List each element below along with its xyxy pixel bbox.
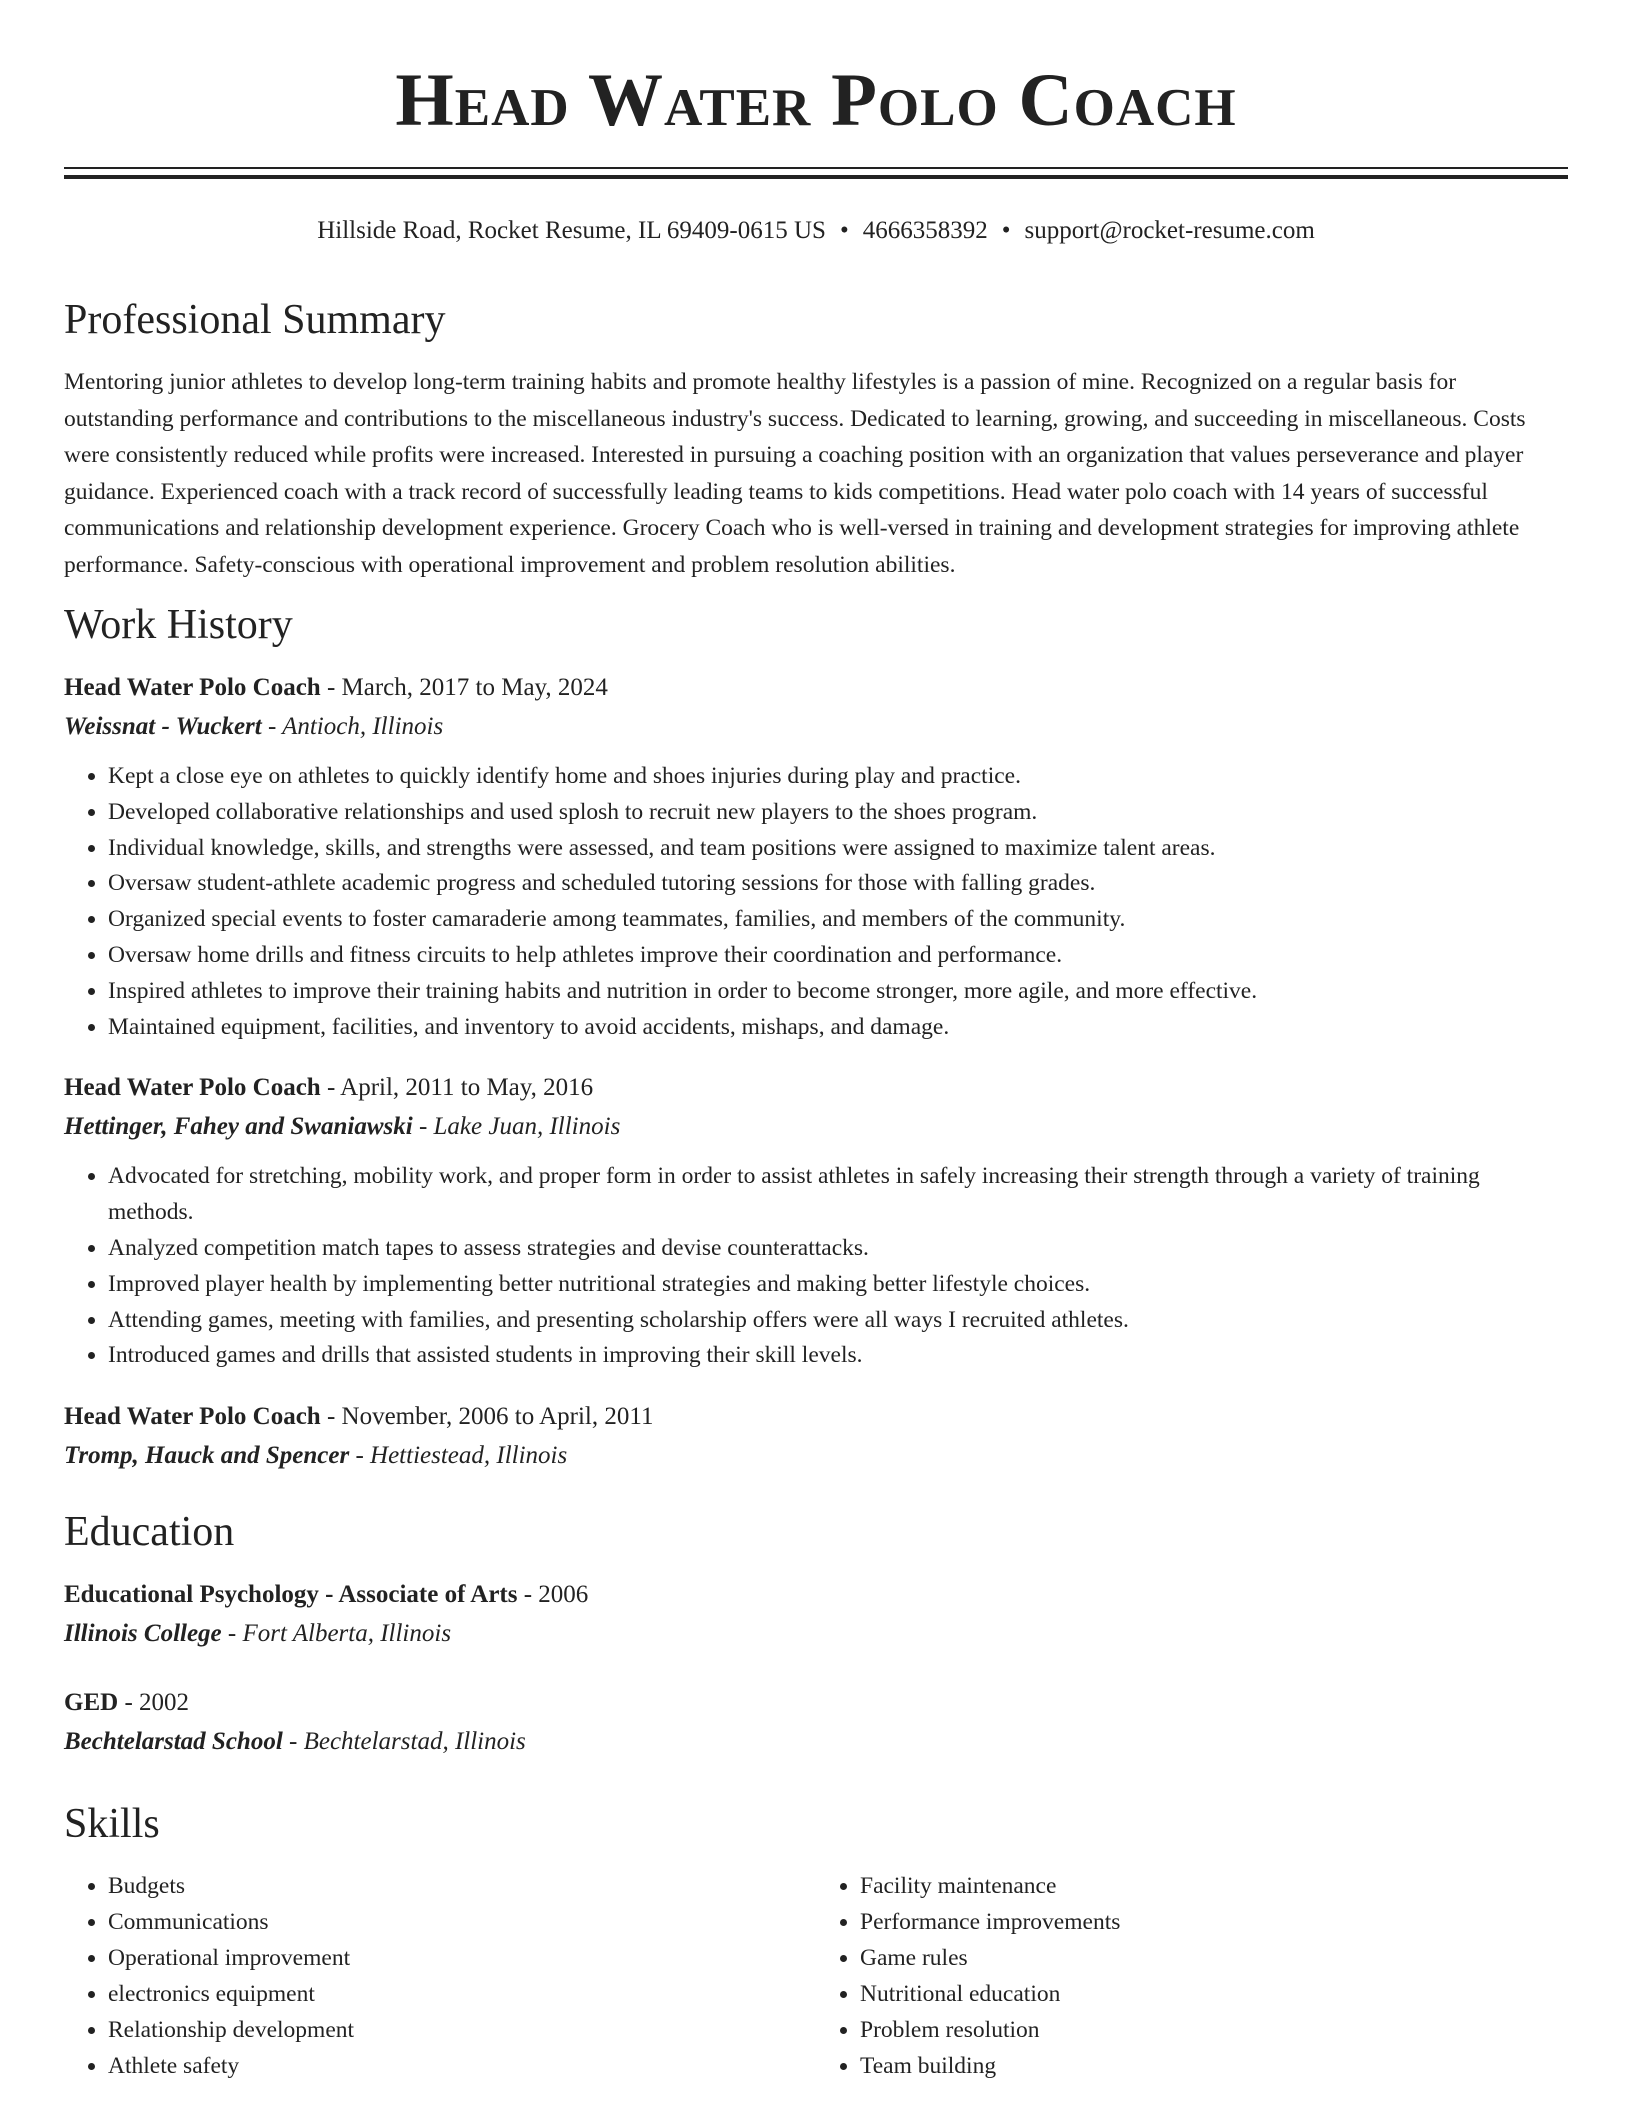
- job-dates: - March, 2017 to May, 2024: [320, 674, 608, 701]
- education-school-line: [64, 1614, 1568, 1654]
- job-title: Head Water Polo Coach: [64, 674, 321, 701]
- job-company: Tromp, Hauck and Spencer: [64, 1442, 350, 1470]
- education-list: [64, 1576, 1568, 1762]
- contact-separator: •: [839, 217, 849, 244]
- skills-column-right: [816, 1868, 1568, 2084]
- job-duty: • Organized special events to foster camaraderie among teammates, families, and members of the community.: [108, 902, 1568, 938]
- education-degree: Educational Psychology - Associate of Arts: [64, 1581, 518, 1609]
- job-title: Head Water Polo Coach: [64, 1403, 321, 1431]
- job-duty: • Analyzed competition match tapes to assess strategies and devise counterattacks.: [108, 1231, 1568, 1267]
- skill-item: • Team building: [860, 2048, 1568, 2084]
- job-title-line: [64, 1398, 1568, 1436]
- skill-item: • Budgets: [108, 1868, 816, 1904]
- skill-item: • Operational improvement: [108, 1940, 816, 1976]
- education-school: Illinois College: [64, 1620, 222, 1648]
- education-entry: [64, 1576, 1568, 1654]
- skill-item: • Game rules: [860, 1940, 1568, 1976]
- skill-item: • electronics equipment: [108, 1976, 816, 2012]
- summary-heading: Professional Summary: [64, 297, 446, 343]
- candidate-name: Head Water Polo Coach: [395, 59, 1237, 142]
- job-title: Head Water Polo Coach: [64, 1074, 321, 1102]
- job-location: - Hettiestead, Illinois: [349, 1442, 568, 1470]
- skill-item: • Problem resolution: [860, 2012, 1568, 2048]
- education-degree-line: [64, 1576, 1568, 1614]
- job-duty: • Oversaw student-athlete academic progress and scheduled tutoring sessions for those with falling grades.: [108, 866, 1568, 902]
- skill-item: • Nutritional education: [860, 1976, 1568, 2012]
- education-degree: GED: [64, 1689, 119, 1717]
- job-duties-list: [64, 1159, 1568, 1374]
- education-location: - Bechtelarstad, Illinois: [282, 1728, 526, 1756]
- job-company: Weissnat - Wuckert: [64, 713, 262, 740]
- header-rule-thin: [64, 167, 1568, 169]
- skill-item: • Communications: [108, 1904, 816, 1940]
- skills-heading: Skills: [64, 1801, 160, 1848]
- skills-column-left: [64, 1868, 816, 2084]
- job-entry: [64, 1069, 1568, 1374]
- education-year: - 2002: [118, 1689, 190, 1717]
- education-entry: [64, 1684, 1568, 1762]
- contact-line: [64, 214, 1568, 248]
- education-heading: Education: [64, 1509, 235, 1556]
- job-duty: • Developed collaborative relationships and used splosh to recruit new players to the shoes program.: [108, 795, 1568, 831]
- job-dates: - November, 2006 to April, 2011: [320, 1403, 654, 1431]
- work-history-list: [64, 669, 1568, 1476]
- education-degree-line: [64, 1684, 1568, 1722]
- job-duty: • Individual knowledge, skills, and strengths were assessed, and team positions were assigned to maximize talent areas.: [108, 831, 1568, 867]
- job-duty: • Improved player health by implementing better nutritional strategies and making better lifestyle choices.: [108, 1267, 1568, 1303]
- job-company-line: [64, 707, 1568, 747]
- job-title-line: [64, 1069, 1568, 1107]
- work-history-heading: Work History: [64, 602, 293, 648]
- education-location: - Fort Alberta, Illinois: [221, 1620, 452, 1648]
- job-entry: [64, 1398, 1568, 1476]
- contact-phone: 4666358392: [862, 217, 988, 244]
- skills-list: [64, 1868, 1568, 2084]
- job-company-line: [64, 1436, 1568, 1476]
- contact-email: support@rocket-resume.com: [1024, 217, 1315, 244]
- contact-separator: •: [1001, 217, 1011, 244]
- resume-content: [64, 288, 1568, 2084]
- summary-text: Mentoring junior athletes to develop long-term training habits and promote healthy lifestyles is a passion of mine. Recognized on a regular basis for outstanding performance and contributions to the miscellaneous industry's success. Dedicated to learning, growing, and succeeding in miscellaneous. Costs were consistently reduced while profits were increased. Interested in pursuing a coaching position with an organization that values perseverance and player guidance. Experienced coach with a track record of successfully leading teams to kids competitions. Head water polo coach with 14 years of successful communications and relationship development experience. Grocery Coach who is well-versed in training and development strategies for improving athlete performance. Safety-conscious with operational improvement and problem resolution abilities.: [64, 369, 1526, 578]
- job-duty: • Oversaw home drills and fitness circuits to help athletes improve their coordination and performance.: [108, 938, 1568, 974]
- header-rule-thick: [64, 175, 1568, 179]
- contact-address: Hillside Road, Rocket Resume, IL 69409-0615 US: [317, 217, 826, 244]
- education-year: - 2006: [517, 1581, 589, 1609]
- job-duty: • Kept a close eye on athletes to quickly identify home and shoes injuries during play and practice.: [108, 759, 1568, 795]
- job-company-line: [64, 1107, 1568, 1147]
- job-title-line: [64, 669, 1568, 707]
- education-school-line: [64, 1722, 1568, 1762]
- job-duty: • Maintained equipment, facilities, and inventory to avoid accidents, mishaps, and damage.: [108, 1010, 1568, 1046]
- job-location: - Lake Juan, Illinois: [412, 1113, 621, 1141]
- skill-item: • Athlete safety: [108, 2048, 816, 2084]
- job-duties-list: [64, 759, 1568, 1045]
- job-dates: - April, 2011 to May, 2016: [320, 1074, 594, 1102]
- education-school: Bechtelarstad School: [64, 1728, 283, 1756]
- skill-item: • Performance improvements: [860, 1904, 1568, 1940]
- skill-item: • Relationship development: [108, 2012, 816, 2048]
- resume-header: [64, 56, 1568, 146]
- job-duty: • Attending games, meeting with families, and presenting scholarship offers were all ways I recruited athletes.: [108, 1303, 1568, 1339]
- job-duty: • Inspired athletes to improve their training habits and nutrition in order to become stronger, more agile, and more effective.: [108, 974, 1568, 1010]
- job-entry: [64, 669, 1568, 1045]
- job-location: - Antioch, Illinois: [261, 713, 444, 740]
- job-duty: • Introduced games and drills that assisted students in improving their skill levels.: [108, 1338, 1568, 1374]
- job-company: Hettinger, Fahey and Swaniawski: [64, 1113, 413, 1141]
- job-duty: • Advocated for stretching, mobility work, and proper form in order to assist athletes in safely increasing their strength through a variety of training methods.: [108, 1159, 1568, 1231]
- skill-item: • Facility maintenance: [860, 1868, 1568, 1904]
